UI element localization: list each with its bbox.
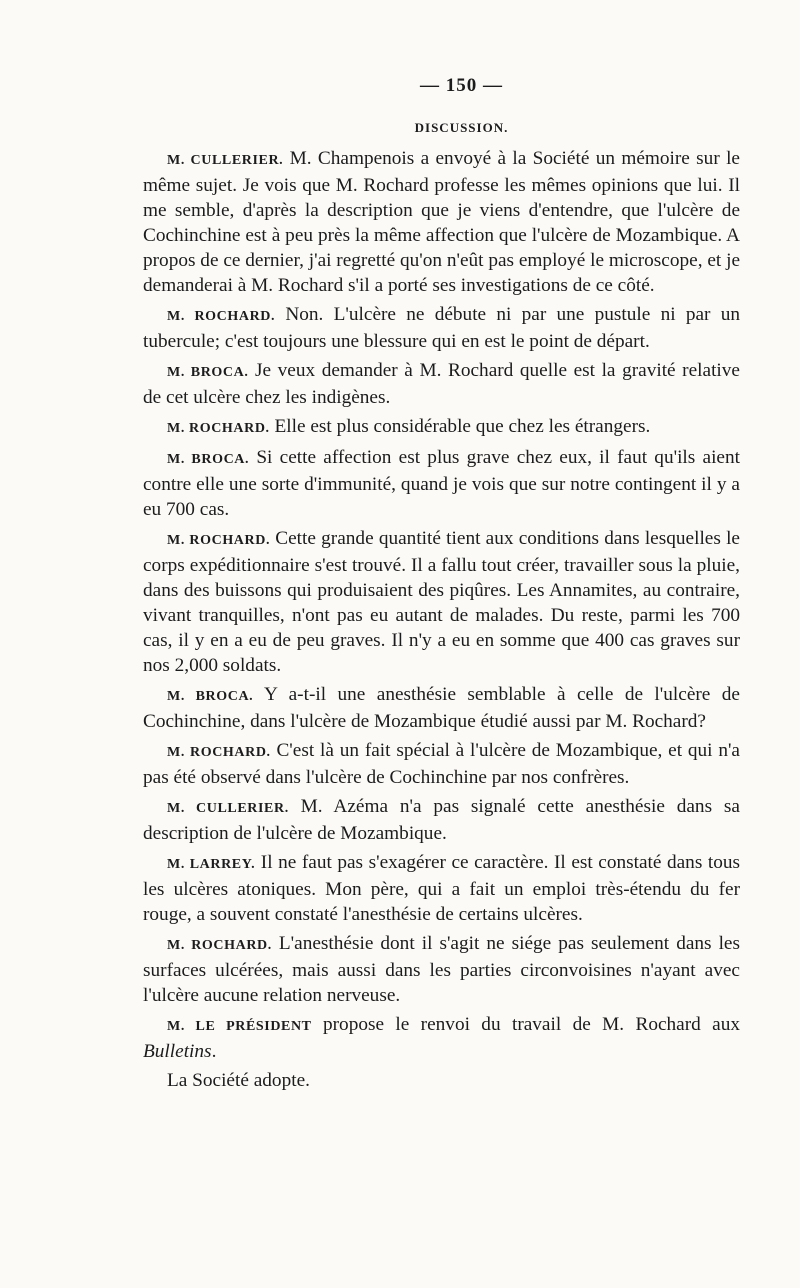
- speaker-name: M. BROCA.: [167, 452, 250, 467]
- document-page: [143, 70, 740, 1097]
- speaker-name: M. CULLERIER.: [167, 801, 289, 816]
- paragraph: [143, 302, 740, 354]
- paragraph-text: Je veux demander à M. Rochard quelle est la gravité relative de cet ulcère chez les indigènes.: [143, 360, 740, 408]
- paragraph-text: propose le renvoi du travail de M. Rochard aux: [311, 1014, 740, 1035]
- paragraph: [143, 445, 740, 522]
- paragraph: [143, 738, 740, 790]
- paragraph-text: M. Champenois a envoyé à la Société un mémoire sur le même sujet. Je vois que M. Rochard professe les mêmes opinions que lui. Il me semble, d'après la description que je viens d'entendre, que l'ulcère de Cochinchine est à peu près la même affection que l'ulcère de Mozambique. A propos de ce dernier, j'ai regretté qu'on n'eût pas employé le microscope, et je demanderai à M. Rochard s'il a porté ses investigations de ce côté.: [143, 148, 740, 296]
- paragraph: [143, 682, 740, 734]
- speaker-name: M. ROCHARD.: [167, 745, 271, 760]
- paragraph: [143, 1068, 740, 1093]
- paragraph-text: Y a-t-il une anesthésie semblable à celle de l'ulcère de Cochinchine, dans l'ulcère de Mozambique étudié aussi par M. Rochard?: [143, 684, 740, 732]
- speaker-name: M. CULLERIER.: [167, 153, 284, 168]
- paragraph-text: M. Azéma n'a pas signalé cette anesthésie dans sa description de l'ulcère de Mozambique.: [143, 796, 740, 844]
- paragraph-text: Il ne faut pas s'exagérer ce caractère. Il est constaté dans tous les ulcères atoniques. Mon père, qui a fait un emploi très-étendu du fer rouge, a souvent constaté l'anesthésie de certains ulcères.: [143, 852, 740, 925]
- section-heading: DISCUSSION.: [414, 120, 509, 135]
- paragraph: [143, 850, 740, 927]
- paragraph-text: L'anesthésie dont il s'agit ne siége pas seulement dans les surfaces ulcérées, mais aussi dans les parties circonvoisines n'ayant avec l'ulcère aucune relation nerveuse.: [143, 933, 740, 1006]
- speaker-name: M. ROCHARD.: [167, 533, 271, 548]
- paragraph: [143, 146, 740, 298]
- speaker-name: M. ROCHARD.: [167, 938, 272, 953]
- page-number: — 150 —: [420, 75, 503, 96]
- paragraph: [143, 358, 740, 410]
- paragraph: [143, 1012, 740, 1064]
- emphasized-title: Bulletins: [143, 1041, 212, 1062]
- paragraph-text: Elle est plus considérable que chez les étrangers.: [269, 416, 651, 437]
- paragraph: [143, 794, 740, 846]
- paragraph-text: Cette grande quantité tient aux conditions dans lesquelles le corps expéditionnaire s'est trouvé. Il a fallu tout créer, travailler sous la pluie, dans des buissons qui produisaient des piqûres. Les Annamites, au contraire, vivant tranquilles, n'ont pas eu autant de malades. Du reste, parmi les 700 cas, il y en a eu de peu graves. Il n'y a eu en somme que 400 cas graves sur nos 2,000 soldats.: [143, 528, 740, 676]
- paragraph-text: Si cette affection est plus grave chez eux, il faut qu'ils aient contre elle une sorte d'immunité, quand je vois que sur notre contingent il y a eu 700 cas.: [143, 447, 740, 520]
- speaker-name: M. BROCA.: [167, 689, 254, 704]
- speaker-name: M. ROCHARD.: [167, 421, 270, 436]
- speaker-name: M. LARREY.: [167, 857, 256, 872]
- paragraph: [143, 414, 740, 441]
- paragraph-text: Non. L'ulcère ne débute ni par une pustule ni par un tubercule; c'est toujours une blessure qui en est le point de départ.: [143, 304, 740, 352]
- speaker-name: M. BROCA.: [167, 365, 249, 380]
- paragraph: [143, 931, 740, 1008]
- paragraph: [143, 526, 740, 678]
- speaker-name: M. ROCHARD.: [167, 309, 276, 324]
- paragraph-text: C'est là un fait spécial à l'ulcère de Mozambique, et qui n'a pas été observé dans l'ulcère de Cochinchine par nos confrères.: [143, 740, 740, 788]
- paragraph-text: La Société adopte.: [167, 1070, 310, 1091]
- speaker-name: M. LE PRÉSIDENT: [167, 1019, 312, 1034]
- paragraph-tail: .: [211, 1041, 217, 1062]
